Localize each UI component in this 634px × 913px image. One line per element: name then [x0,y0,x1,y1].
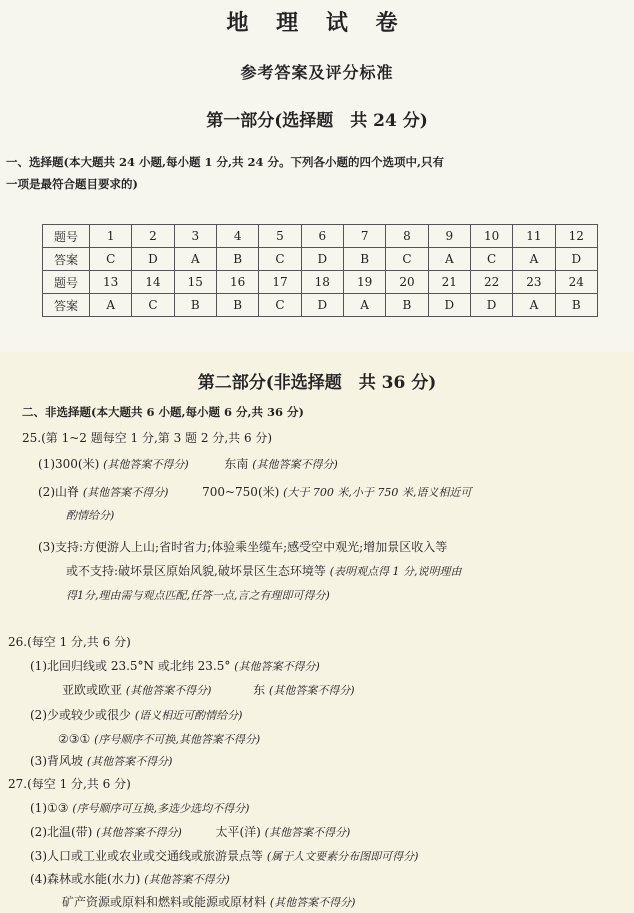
table-cell: A [513,294,555,317]
q27-a4-note: (其他答案不得分) [144,873,230,886]
table-cell: C [259,294,301,317]
q27-a4b-note: (其他答案不得分) [269,896,356,909]
section2-title: 二、非选择题(本大题共 6 小题,每小题 6 分,共 36 分) [22,405,304,419]
q27-a1: (1)①③ [30,801,69,815]
q25-a2-note: (其他答案不得分) [82,486,169,499]
q26-a1-note: (其他答案不得分) [234,660,320,673]
q27-answer-2 [30,823,350,842]
q26-a1b-note: (其他答案不得分) [125,684,212,697]
q25-answer-3-line1: (3)支持:方便游人上山;省时省力;体验乘坐缆车;感受空中观光;增加景区收入等 [38,540,448,554]
q27-answer-3 [30,847,418,866]
table-cell: 15 [174,271,216,294]
part1-heading: 第一部分(选择题 共 24 分) [206,111,428,131]
table-cell: 8 [386,225,428,248]
table-cell: D [132,248,174,271]
table-cell: A [90,294,132,317]
table-cell: 17 [259,271,301,294]
q26-a3-note: (其他答案不得分) [86,755,173,768]
table-cell: B [386,294,428,317]
q25-a1-note: (其他答案不得分) [103,458,189,471]
q27-a3-note: (属于人文要素分布图即可得分) [266,850,419,863]
q27-a2-note: (其他答案不得分) [96,826,182,839]
table-cell: A [174,248,216,271]
table-cell: D [555,248,597,271]
q25-a2b-note-line2: 酌情给分) [66,509,115,522]
table-cell: 9 [428,225,470,248]
q27-answer-4b [62,893,355,912]
table-cell: 13 [90,271,132,294]
table-cell: 2 [132,225,174,248]
table-row-label: 题号 [43,271,90,294]
table-row [43,294,598,317]
table-cell: D [470,294,512,317]
table-cell: 12 [555,225,597,248]
table-row [43,248,598,271]
table-cell: D [301,294,343,317]
q25-header: 25.(第 1~2 题每空 1 分,第 3 题 2 分,共 6 分) [22,431,273,445]
q25-answer-3-line3: 得1分,理由需与观点匹配,任答一点,言之有理即可得分) [66,589,330,602]
q25-answer-1 [38,455,338,474]
instructions-line-2: 一项是最符合题目要求的) [6,177,138,191]
table-cell: C [470,248,512,271]
table-cell: 10 [470,225,512,248]
table-cell: 11 [513,225,555,248]
q26-answer-2b [58,730,260,749]
q26-answer-2 [30,706,242,725]
table-row [43,225,598,248]
q25-a3-l2-note: (表明观点得 1 分,说明理由 [329,565,462,578]
q26-a3: (3)背风坡 [30,754,83,768]
page-subtitle: 参考答案及评分标准 [240,63,394,82]
table-cell: A [513,248,555,271]
table-cell: B [216,294,258,317]
q26-a2-note: (语义相近可酌情给分) [134,709,243,722]
q25-a1: (1)300(米) [38,457,100,471]
section1-instructions [6,151,632,195]
table-cell: 21 [428,271,470,294]
q26-header: 26.(每空 1 分,共 6 分) [8,635,131,649]
table-cell: A [428,248,470,271]
table-row-label: 答案 [43,248,90,271]
table-row-label: 题号 [43,225,90,248]
q27-a1-note: (序号顺序可互换,多选少选均不得分) [72,802,250,815]
q27-a4: (4)森林或水能(水力) [30,872,141,886]
table-row-label: 答案 [43,294,90,317]
table-cell: 14 [132,271,174,294]
q26-answer-3 [30,752,172,771]
q25-a1b: 东南 [224,457,249,471]
table-cell: D [301,248,343,271]
table-cell: C [259,248,301,271]
table-cell: A [343,294,385,317]
table-cell: 22 [470,271,512,294]
q27-a2: (2)北温(带) [30,825,93,839]
table-cell: C [386,248,428,271]
q25-answer-3-line2 [66,562,461,581]
q27-header: 27.(每空 1 分,共 6 分) [8,777,131,791]
q26-answer-1 [30,657,320,676]
answer-table [42,224,598,317]
q25-a2b: 700~750(米) [202,485,280,499]
q27-a2b: 太平(洋) [215,825,261,839]
q26-a2b: ②③① [58,732,91,746]
table-cell: 19 [343,271,385,294]
q25-a2b-note: (大于 700 米,小于 750 米,语义相近可 [283,486,472,499]
q25-answer-2 [38,483,471,502]
table-cell: B [555,294,597,317]
q27-a4b: 矿产资源或原料和燃料或能源或原材料 [62,895,267,909]
q26-a1b: 亚欧或欧亚 [62,683,123,697]
instructions-line-1: 一、选择题(本大题共 24 小题,每小题 1 分,共 24 分。下列各小题的四个选项中,只有 [6,155,444,169]
q26-a2b-note: (序号顺序不可换,其他答案不得分) [94,733,261,746]
table-cell: B [174,294,216,317]
q26-a1c-note: (其他答案不得分) [268,684,355,697]
table-cell: 7 [343,225,385,248]
table-cell: 4 [216,225,258,248]
q26-a1c: 东 [253,683,266,697]
table-cell: 3 [174,225,216,248]
table-cell: 1 [90,225,132,248]
q27-a2b-note: (其他答案不得分) [264,826,351,839]
q27-answer-4 [30,870,230,889]
table-cell: B [343,248,385,271]
q27-answer-1 [30,799,249,818]
q25-a1b-note: (其他答案不得分) [252,458,338,471]
table-cell: 18 [301,271,343,294]
part2-heading: 第二部分(非选择题 共 36 分) [197,373,437,393]
table-cell: C [132,294,174,317]
table-cell: 6 [301,225,343,248]
table-cell: 5 [259,225,301,248]
table-cell: D [428,294,470,317]
q25-a3-l2: 或不支持:破坏景区原始风貌,破坏景区生态环境等 [66,564,326,578]
q26-answer-1b [62,681,355,700]
q26-a1: (1)北回归线或 23.5°N 或北纬 23.5° [30,659,231,673]
table-cell: C [90,248,132,271]
q26-a2: (2)少或较少或很少 [30,708,131,722]
table-cell: B [216,248,258,271]
table-row [43,271,598,294]
table-cell: 20 [386,271,428,294]
q27-a3: (3)人口或工业或农业或交通线或旅游景点等 [30,849,263,863]
table-cell: 24 [555,271,597,294]
page-title: 地 理 试 卷 [226,10,408,36]
q25-a2: (2)山脊 [38,485,79,499]
table-cell: 23 [513,271,555,294]
table-cell: 16 [216,271,258,294]
